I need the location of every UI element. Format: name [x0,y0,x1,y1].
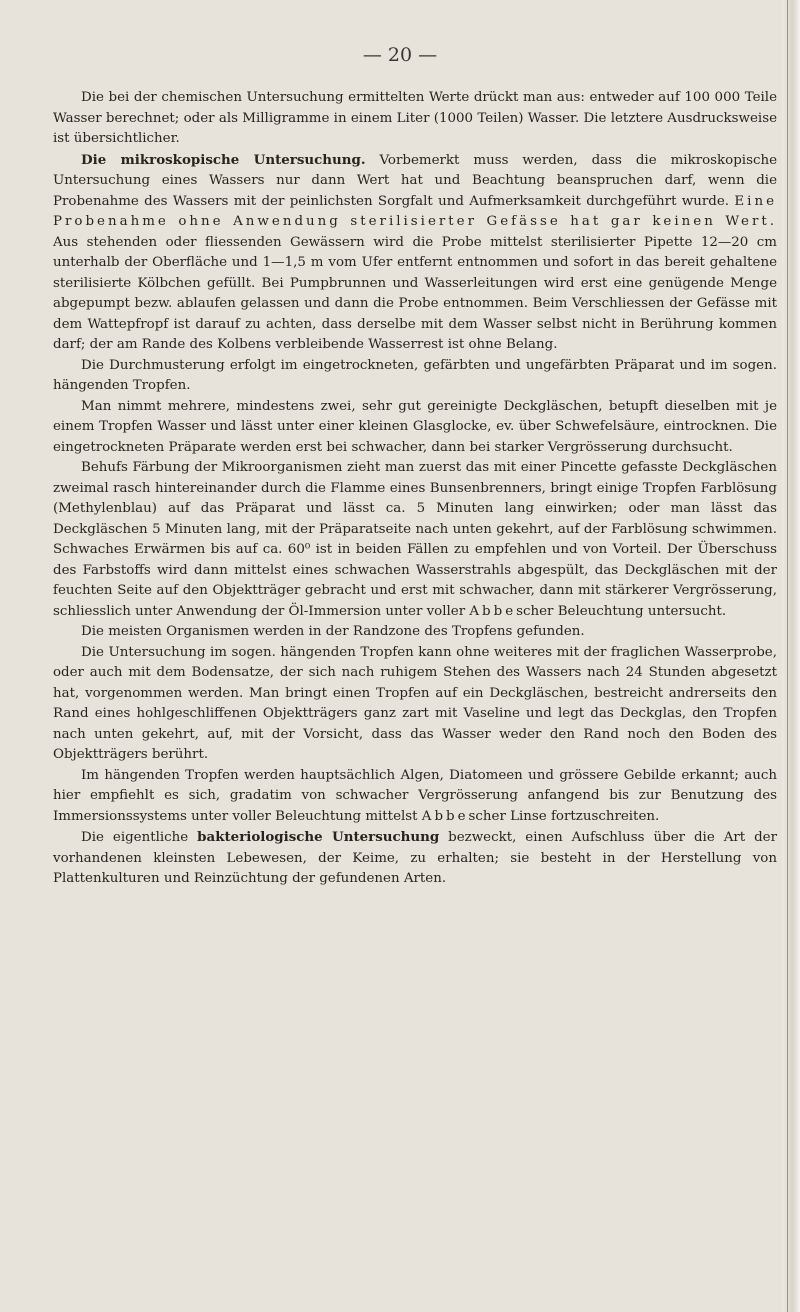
spaced-emphasis-text: Eine Probenahme ohne Anwendung sterilisierter Gefässe hat gar keinen Wert. [53,193,777,229]
paragraph-text: Die eigentliche [81,830,198,845]
paragraph-text: Aus stehenden oder fliessenden Gewässern wird die Probe mittelst sterilisierter Pipette 12—20 cm unterhalb der Oberfläche und 1—1,5 m vom Ufer entfernt entnommen und sofort in das bereit gehaltene sterilisierte Kölbchen gefüllt. Bei Pumpbrunnen und Wasserleitungen wird erst eine genügende Menge abgepumpt bezw. ablaufen gelassen und dann die Probe entnommen. Beim Verschliessen der Gefässe mit dem Wattepfropf ist darauf zu achten, dass derselbe mit dem Wasser selbst nicht in Berührung kommen darf; der am Rande des Kolbens verbleibende Wasserrest ist ohne Belang. [53,234,777,352]
paragraph-text: Behufs Färbung der Mikroorganismen zieht man zuerst das mit einer Pincette gefasste Deckgläschen zweimal rasch hintereinander durch die Flamme eines Bunsenbrenners, bringt einige Tropfen Farblösung (Methylenblau) auf das Präparat und lässt ca. 5 Minuten lang einwirken; oder man lässt das Deckgläschen 5 Minuten lang, mit der Präparatseite nach unten gekehrt, auf der Farblösung schwimmen. Schwaches Erwärmen bis auf ca. 60⁰ ist in beiden Fällen zu empfehlen und von Vorteil. Der Überschuss des Farbstoffs wird dann mittelst eines schwachen Wasserstrahls abgespült, das Deckgläschen mit der feuchten Seite auf den Objektträger gebracht und erst mit schwacher, dann mit stärkerer Vergrösserung, schliesslich unter Anwendung der Öl-Immersion unter voller [53,460,777,619]
page-number: — 20 — [362,44,438,66]
paragraph-text: Die meisten Organismen werden in der Randzone des Tropfens gefunden. [81,624,585,639]
paragraph-text: Die Untersuchung im sogen. hängenden Tropfen kann ohne weiteres mit der fraglichen Wasserprobe, oder auch mit dem Bodensatze, der sich nach ruhigem Stehen des Wassers nach 24 Stunden abgesetzt hat, vorgenommen werden. Man bringt einen Tropfen auf ein Deckgläschen, bestreicht andrerseits den Rand eines hohlgeschliffenen Objektträgers ganz zart mit Vaseline und legt das Deckglas, den Tropfen nach unten gekehrt, auf, mit der Vorsicht, dass das Wasser weder den Rand noch den Boden des Objektträgers berührt. [53,644,777,762]
spaced-emphasis-text: Abbe [421,808,469,824]
paragraph [53,356,777,397]
paragraph [53,150,777,356]
paragraph-text: Die bei der chemischen Untersuchung ermittelten Werte drückt man aus: entweder auf 100 000 Teile Wasser berechnet; oder als Milligramme in einem Liter (1000 Teilen) Wasser. Die letztere Ausdrucksweise ist übersichtlicher. [53,90,777,146]
paragraph-text: bezweckt, einen Aufschluss über die Art der vorhandenen kleinsten Lebewesen, der Keime, zu erhalten; sie besteht in der Herstellung von Plattenkulturen und Reinzüchtung der gefundenen Arten. [53,830,777,886]
paragraph [53,643,777,766]
paragraph-text: Im hängenden Tropfen werden hauptsächlich Algen, Diatomeen und grössere Gebilde erkannt; auch hier empfiehlt es sich, gradatim von schwacher Vergrösserung anfangend bis zur Benutzung des Immersionssystems unter voller Beleuchtung mittelst [53,767,777,824]
paragraph [53,827,777,890]
paragraph-text: Vorbemerkt muss werden, dass die mikroskopische Untersuchung eines Wassers nur dann Wert hat und Beachtung beanspruchen darf, wenn die Probenahme des Wassers mit der peinlichsten Sorgfalt und Aufmerksamkeit durchgeführt wurde. [53,152,777,209]
paragraph [53,397,777,459]
bold-heading-text: bakteriologische Untersuchung [197,829,440,845]
page-edge-line [787,0,788,1312]
paragraph [53,458,777,622]
paragraph-text: Man nimmt mehrere, mindestens zwei, sehr gut gereinigte Deckgläschen, betupft dieselben mit je einem Tropfen Wasser und lässt unter einer kleinen Glasglocke, ev. über Schwefelsäure, eintrocknen. Die eingetrockneten Präparate werden erst bei schwacher, dann bei starker Vergrösserung durchsucht. [53,398,777,455]
paragraph-text: scher Linse fortzuschreiten. [468,808,660,824]
paragraph [53,88,777,150]
body-text [53,88,777,890]
paragraph-text: Die Durchmusterung erfolgt im eingetrockneten, gefärbten und ungefärbten Präparat und im sogen. hängenden Tropfen. [53,357,777,393]
paragraph [53,766,777,828]
paragraph-text: scher Beleuchtung untersucht. [516,603,727,619]
bold-heading-text: Die mikroskopische Untersuchung. [81,151,366,168]
page-edge [782,0,800,1312]
spaced-emphasis-text: Abbe [469,603,517,619]
paragraph [53,622,777,643]
